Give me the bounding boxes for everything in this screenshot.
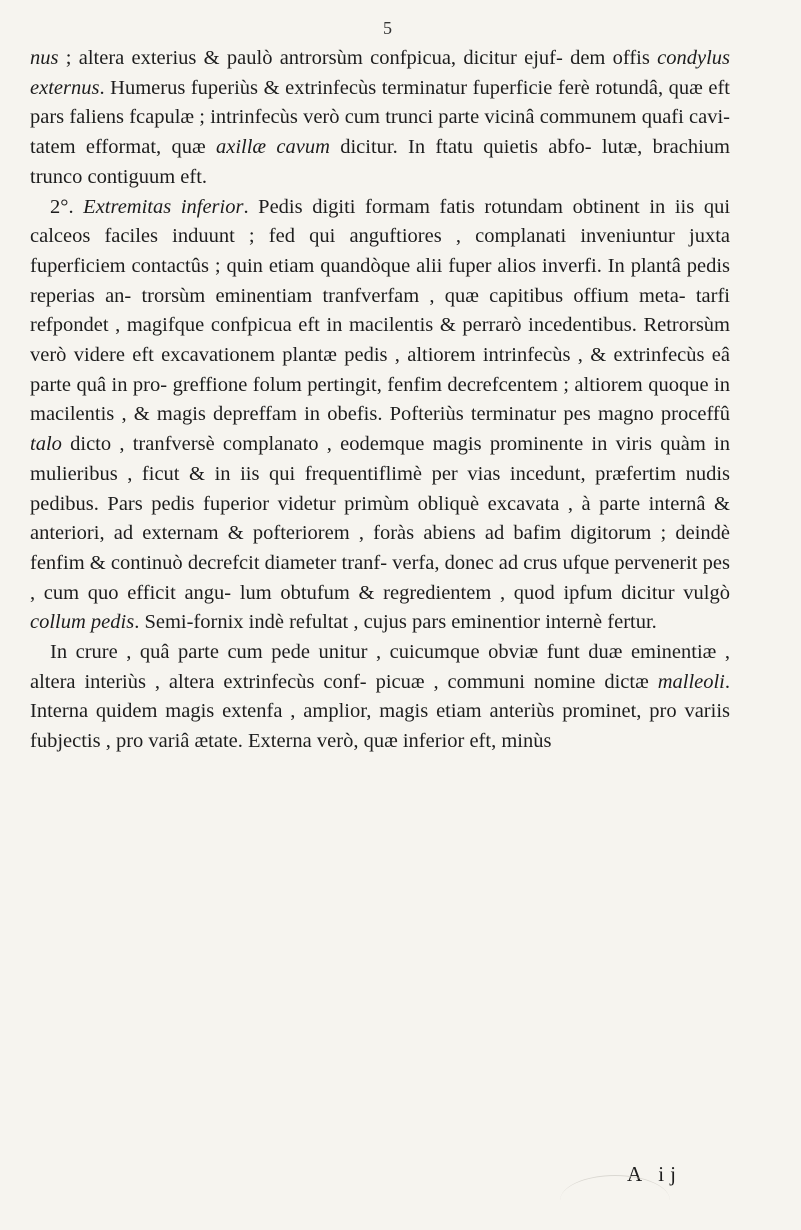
italic-term: nus — [30, 47, 59, 69]
body-text — [30, 44, 730, 757]
paragraph-3 — [30, 638, 730, 757]
italic-term: Extremitas inferior — [83, 195, 244, 218]
page-number: 5 — [383, 18, 392, 38]
text-run: . Pedis digiti formam fatis rotundam obtinent in iis qui calceos faciles induunt ; fed qui anguftiores , complanati inveniuntur juxta fuperficiem contactûs ; quin etiam quandòque alii fuper alios inverfi. In plantâ pedis reperias an- trorsùm eminentiam tranfverfam , quæ capitibus offium meta- tarfi refpondet , magifque confpicua eft in macilentis & perrarò incedentibus. Retrorsùm verò videre eft excavationem plantæ pedis , altiorem intrinfecùs , & extrinfecùs eâ parte quâ in pro- greffione folum pertingit, fenfim decrefcentem ; altiorem quoque in macilentis , & magis depreffam in obefis. Pofteriùs terminatur pes magno proceffû — [30, 195, 731, 426]
paragraph-2 — [30, 193, 730, 639]
text-run: . Semi-fornix indè refultat , cujus pars eminentior internè fertur. — [134, 611, 657, 634]
paper-stain — [560, 1175, 670, 1226]
italic-term: axillæ cavum — [215, 136, 330, 159]
italic-term: talo — [30, 433, 62, 456]
text-run: In crure , quâ parte cum pede unitur , cuicumque obviæ funt duæ eminentiæ , altera interiùs , altera extrinfecùs conf- picuæ , communi nomine dictæ — [30, 641, 730, 693]
text-run: dicitur. In ftatu quietis abfo- lutæ, brachium trunco contiguum eft. — [30, 136, 731, 188]
italic-term: collum pedis — [30, 611, 135, 634]
text-run: 2°. — [50, 195, 84, 218]
italic-term: malleoli — [657, 670, 725, 693]
printer-signature-mark: A ij — [627, 1162, 682, 1186]
italic-term: condylus externus — [30, 47, 730, 99]
text-run: . Humerus fuperiùs & extrinfecùs terminatur fuperficie ferè rotundâ, quæ eft pars faliens fcapulæ ; intrinfecùs verò cum trunci parte vicinâ communem quafi cavi- tatem efformat, quæ — [30, 76, 730, 159]
text-run: dicto , tranfversè complanato , eodemque magis prominente in viris quàm in mulieribus , ficut & in iis qui frequentiflimè per vias incedunt, præfertim nudis pedibus. Pars pedis fuperior videtur primùm obliquè excavata , à parte internâ & anteriori, ad externam & pofteriorem , foràs abiens ad bafim digitorum ; deindè fenfim & continuò decrefcit diameter tranf- verfa, donec ad crus ufque pervenerit pes , cum quo efficit angu- lum obtufum & regredientem , quod ipfum dicitur vulgò — [30, 433, 730, 604]
text-run: ; altera exterius & paulò antrorsùm confpicua, dicitur ejuf- dem offis — [58, 47, 658, 69]
paragraph-1 — [30, 44, 730, 193]
text-run: . Interna quidem magis extenfa , amplior, magis etiam anteriùs prominet, pro variis fubjectis , pro variâ ætate. Externa verò, quæ inferior eft, minùs — [30, 670, 730, 753]
